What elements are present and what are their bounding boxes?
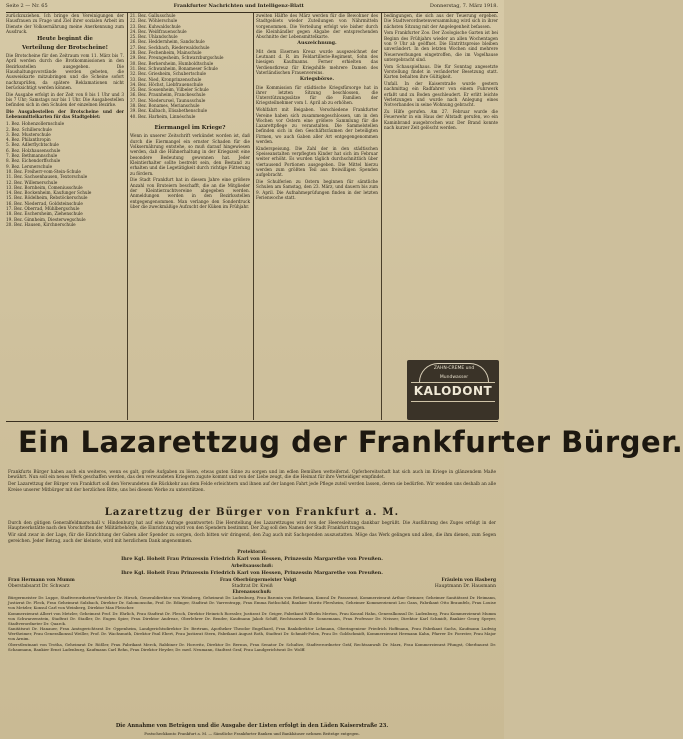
col3-headline-2: Kriegsbörse. (299, 76, 335, 83)
list-item: 10. Bez. Freiherr-vom-Stein-Schule (6, 168, 81, 174)
protectorate-label: Protektorat: (237, 550, 267, 555)
list-item: 35. Bez. Sossenheim, Vilbeler Schule (130, 87, 209, 93)
committee-row-1 (8, 578, 496, 583)
list-item: 26. Bez. Heddernheim, Sandschule (130, 39, 205, 45)
list-item: 24. Bez. Weißfrauenschule (130, 28, 187, 34)
list-item: 13. Bez. Bornheim, Comeniusschule (6, 184, 83, 190)
footer-notice: Die Annahme von Beträgen und die Ausgabe der Listen erfolgt in den Läden Kaiserstraße 23. (115, 723, 389, 729)
list-item: 9. Bez. Lersnerschule (6, 163, 53, 169)
list-item: 18. Bez. Eschersheim, Ziehenschule (6, 211, 83, 217)
appeal-para-2: Wir sind zwar in der Lage, für die Einrichtung der Gaben aller Spender zu sorgen, doch bitten wir dringend, den Zug auch mit Sachspenden auszustatten. Möge das Werk gelingen und allen, die ihm dienen, zum Segen gereichen. Jeder Betrag, auch der kleinste, wird mit herzlichem Dank angenommen. (8, 533, 496, 544)
page-header (6, 3, 498, 13)
list-item: 8. Bez. Eichendorffschule (6, 158, 61, 164)
list-item: 19. Bez. Ginnheim, Diesterwegschule (6, 216, 86, 222)
list-item: 14. Bez. Bockenheim, Kaufunger Schule (6, 190, 92, 196)
col1-district-list (6, 121, 124, 227)
column-divider (127, 13, 128, 420)
committee-member: Frau Oberbürgermeister Voigt (219, 578, 297, 583)
committee-member: Fräulein von Hasberg (441, 578, 496, 583)
col1-para-1: zurückzuziehen. Ich bringe den Vereinigungen der Hausfrauen zu Frage und Ziel ihrer sozialen Arbeit im Dienste der Volksernährung meine Anerkennung zum Ausdruck. (6, 13, 124, 34)
main-banner-headline: Ein Lazarettzug der Frankfurter Bürger. (18, 425, 683, 459)
list-item: 33. Bez. Nied, Kronprinzenschule (130, 76, 202, 82)
list-item: 28. Bez. Fechenheim, Mainschule (130, 50, 202, 56)
list-item: 17. Bez. Oberrad, Mühlbergschule (6, 206, 80, 211)
committee-label: Arbeitsausschuß: (231, 564, 273, 569)
list-item: 37. Bez. Niederursel, Taunusschule (130, 97, 206, 103)
col3-para-1: zweiten Hälfte des März werden für die Bewohner des Stadtgebiets wieder Zuteilungen von Nährmitteln vorgenommen. Die Verteilung erfolgt wie bisher durch die Kleinhändler gegen Abgabe der entsprechenden Abschnitte der Lebensmittelkarte. (256, 13, 378, 40)
list-item: 32. Bez. Griesheim, Schubertschule (130, 71, 207, 77)
committee-member: Oberstabsarzt Dr. Schwarz (8, 584, 70, 589)
list-item: 15. Bez. Rödelheim, Rebstöckerschule (6, 195, 88, 201)
col1-headline-1: Heute beginnt die (37, 36, 93, 43)
appeal-text (8, 521, 496, 546)
header-page-number: Seite 2 — Nr. 65 (6, 3, 48, 9)
list-item: 11. Bez. Sachsenhausen, Textorschule (6, 174, 88, 180)
column-2 (130, 13, 250, 420)
col3-para-3: Die Kommission für städtische Kriegsfürsorge hat in ihrer letzten Sitzung beschlossen, die Unterstützungssätze für die Familien der Kriegsteilnehmer vom 1. April ab zu erhöhen. (256, 84, 378, 106)
names-block: Kommerzienrat Albert von Metzler, Geheimrat Prof. Dr. Ehrlich, Frau Stadtrat Dr. Flesch, Direktor Heinrich Roessler, Justizrat Dr. Geiger, Fabrikant Wilhelm Merton, Frau Konsul Hahn, Generalkonsul Dr. Ladenburg, Frau Kommerzienrat Mumm von Schwarzenstein, Stadtrat Dr. Stadler, Dr. Eugen Spier, Frau Direktor Andreae, Oberlehrer Dr. Bender, Kaufmann Jakob Schiff, Rechtsanwalt Dr. Sonnemann, Frau Professor Dr. Neisser, Direktor Karl Schmidt, Bankier Georg Speyer, Stadtverordneter Dr. Quarck. (8, 610, 496, 626)
col3-headline-1: Auszeichnung. (297, 40, 337, 47)
list-item: 7. Bez. Bethmannschule (6, 153, 58, 159)
kalodont-advertisement (407, 360, 499, 420)
column-divider (381, 13, 382, 420)
list-item: 25. Bez. Uhlandschule (130, 34, 178, 40)
footer-small-print: Postscheckkonto Frankfurt a. M. — Sämtliche Frankfurter Banken und Bankhäuser nehmen Beiträge entgegen. (144, 731, 360, 736)
list-item: 27. Bez. Seckbach, Riederwaldschule (130, 44, 210, 50)
col3-para-4: Wohlfahrt mit Beigaben. Verschiedene Frankfurter Vereine haben sich zusammengeschlossen, um in den Wochen vor Ostern eine größere Sammlung für die Lazarettpflege zu veranstalten. Die Sammelstellen befinden sich in den Geschäftsräumen der beteiligten Firmen, wo auch Gaben aller Art entgegengenommen werden. (256, 107, 378, 145)
column-3 (256, 13, 378, 420)
col4-para-2: Vom Frankfurter Zoo. Der Zoologische Garten ist bei Beginn des Frühjahrs wieder an allen Wochentagen von 9 Uhr ab geöffnet. Die Eintrittspreise bleiben unverändert. In den letzten Wochen sind mehrere Neuerwerbungen eingetroffen, die im Vogelhause untergebracht sind. (384, 30, 498, 62)
header-paper-title: Frankfurter Nachrichten und Intelligenz-Blatt (173, 3, 304, 9)
col4-para-5: Zu Hilfe gerufen. Am 27. Februar wurde die Feuerwehr in ein Haus der Altstadt gerufen, wo ein Kaminbrand ausgebrochen war. Der Brand konnte nach kurzer Zeit gelöscht werden. (384, 109, 498, 130)
list-item: 22. Bez. Wöhlerschule (130, 18, 178, 24)
col2-headline: Eiermangel im Kriege? (154, 124, 226, 131)
col2-para-2: Die Stadt Frankfurt hat in diesem Jahre eine größere Anzahl von Bruteiern beschafft, die an die Mitglieder der Kleintierzuchtvereine abgegeben werden. Anmeldungen werden in den Bezirksstellen entgegengenommen. Man verlange den Sonderdruck über die zweckmäßige Aufzucht der Küken im Frühjahr. (130, 177, 250, 209)
list-item: 6. Bez. Holzhausenschule (6, 147, 61, 153)
list-item: 31. Bez. Schwanheim, Bonameser Schule (130, 65, 218, 71)
col1-headline-2: Verteilung der Brotscheine! (22, 44, 108, 51)
column-divider (253, 13, 254, 420)
list-item: 23. Bez. Kuhwaldschule (130, 23, 181, 29)
list-item: 34. Bez. Höchst, Liebfrauenschule (130, 81, 204, 87)
list-item: 36. Bez. Praunheim, Franckeschule (130, 92, 206, 98)
list-item: 40. Bez. Harheim, Linnéschule (130, 113, 196, 119)
col1-para-4: Die Ausgabestellen der Brotscheine und der Lebensmittelkarten für das Stadtgebiet: (6, 109, 124, 120)
column-4 (384, 13, 498, 357)
col3-para-2: Mit dem Eisernen Kreuz wurde ausgezeichnet der Leutnant d. R. im Feldartillerie-Regiment, Sohn des hiesigen Kaufmanns. Ferner erhielten das Verdienstkreuz für Kriegshilfe mehrere Damen des Vaterländischen Frauenvereins. (256, 48, 378, 75)
col1-para-2: Die Brotscheine für den Zeitraum vom 11. März bis 7. April werden durch die Brotkommissionen in den Bezirksstellen ausgegeben. Die Haushaltungsvorstände werden gebeten, die Ausweiskarte mitzubringen und die Scheine sofort nachzuprüfen, da spätere Reklamationen nicht berücksichtigt werden können. (6, 53, 124, 90)
header-date: Donnerstag, 7. März 1918. (429, 3, 498, 9)
list-item: 16. Bez. Niederrad, Goldsteinschule (6, 200, 83, 206)
names-block: Bürgermeister Dr. Luppe, Stadtverordneten-Vorsteher Dr. Hirsch, Generaldirektor von Weinberg, Geheimrat Dr. Ladenburg, Frau Baronin von Bethmann, Konsul Dr. Passavant, Kommerzienrat Arthur Gwinner, Geheimer Sanitätsrat Dr. Heimann, Justizrat Dr. Fleck, Frau Geheimrat Sulzbach, Direktor Dr. Salomonsohn, Prof. Dr. Edinger, Stadtrat Dr. Varrentrapp, Frau Emma Rothschild, Bankier Moritz Flersheim, Geheimer Kommerzienrat Leo Gans, Fabrikant Otto Braunfels, Frau Louise von Metzler, Konsul Carl von Weinberg, Direktor Max Fleischer. (8, 595, 496, 610)
ad-arc-text: ZAHN-CREME und Mundwasser (419, 363, 489, 382)
list-item: 38. Bez. Bonames, Merianschule (130, 103, 200, 109)
honor-committee-names (8, 596, 496, 722)
committee-line: Ihre Kgl. Hoheit Frau Prinzessin Friedrich Karl von Hessen, Prinzessin Margarethe von Preußen. (121, 570, 383, 576)
list-item: 2. Bez. Schillerschule (6, 126, 52, 132)
col4-para-4: Unfall. In der Kaiserstraße wurde gestern nachmittag ein Radfahrer von einem Fuhrwerk erfaßt und zu Boden geschleudert. Er erlitt leichte Verletzungen und wurde nach Anlegung eines Notverbandes in seine Wohnung gebracht. (384, 81, 498, 108)
col3-para-6: Die Schulferien zu Ostern beginnen für sämtliche Schulen am Samstag, den 23. März, und dauern bis zum 9. April. Die Aufnahmeprüfungen finden in der letzten Ferienwoche statt. (256, 179, 378, 200)
list-item: 1. Bez. Hohenzollernschule (6, 121, 65, 127)
protectorate-names: Ihre Kgl. Hoheit Frau Prinzessin Friedrich Karl von Hessen, Prinzessin Margarethe von Preußen. (121, 556, 383, 562)
intro-para-2: Der Lazarettzug der Bürger von Frankfurt soll den Verwundeten die Rückkehr aus dem Felde erleichtern und ihnen auf der langen Fahrt jede Pflege zuteil werden lassen, deren sie bedürfen. Wir wenden uns deshalb an alle Kreise unserer Mitbürger mit der herzlichen Bitte, uns bei diesem Werke zu unterstützen. (8, 482, 496, 493)
committee-row-2 (8, 584, 496, 589)
list-item: 39. Bez. Kalbach, Elisabethenschule (130, 108, 208, 114)
col2-district-list (130, 13, 250, 119)
list-item: 4. Bez. Philanthropin (6, 137, 51, 143)
committee-member: Stadtrat Dr. Kreiß (231, 584, 273, 589)
list-item: 3. Bez. Musterschule (6, 131, 51, 137)
list-item: 5. Bez. Adlerflychtschule (6, 142, 59, 148)
committee-member: Frau Hermann von Mumm (8, 578, 75, 583)
list-item: 12. Bez. Willemerschule (6, 179, 58, 185)
col4-para-3: Vom Schauspielhaus. Die für Sonntag angesetzte Vorstellung findet in veränderter Besetzung statt. Karten behalten ihre Gültigkeit. (384, 63, 498, 80)
list-item: 21. Bez. Gallusschule (130, 13, 176, 18)
list-item: 30. Bez. Berkersheim, Humboldtschule (130, 60, 214, 66)
col2-para-1: Wenn in unserer Zeitschrift verkündet worden ist, daß durch die Eiermangel ein ernster Schaden für die Volksernährung entstehe, so muß darauf hingewiesen werden, daß die Hühnerhaltung in der Kriegszeit eine besondere Bedeutung gewonnen hat. Jeder Kleintierhalter sollte bestrebt sein, den Bestand zu erhalten und die Legetätigkeit durch richtige Fütterung zu fördern. (130, 133, 250, 176)
intro-para-1: Frankfurts Bürger haben auch ein weiteres, wenn es galt, große Aufgaben zu lösen, etwas guten Sinne zu sorgen und im edlen Bemühen wetteifernd. Opferbereitschaft hat sich auch im Kriege in glänzendem Maße bewährt. Nun soll ein neues Werk geschaffen werden, das den verwundeten Kriegern zugute kommt und von der Liebe zeugt, die die Heimat für ihre Verteidiger empfindet. (8, 470, 496, 481)
column-1 (6, 13, 124, 420)
honor-committee-label: Ehrenausschuß: (232, 590, 272, 595)
col4-para-1: bedingungen, die sich aus der Teuerung ergeben. Die Stadtverordnetenversammlung wird sich in ihrer nächsten Sitzung mit der Angelegenheit befassen. (384, 13, 498, 29)
names-block: Oberstleutnant von Trotha, Geheimrat Dr. Rößler, Frau Fabrikant Merck, Rabbiner Dr. Horovitz, Direktor Dr. Bernus, Frau Senator Dr. Schultze, Stadtverordneter Gräf, Rechtsanwalt Dr. Marx, Frau Kommerzienrat Pfungst, Oberbaurat Dr. Schaumann, Bankier Ernst Ladenburg, Kaufmann Carl Rehn, Frau Direktor Heyder, Dr. med. Neumann, Stadtrat Graf, Frau Landgerichtsrat Dr. Wolff. (8, 642, 496, 653)
col3-para-5: Kinderspeisung. Die Zahl der in den städtischen Speiseanstalten verpflegten Kinder hat sich im Februar weiter erhöht. Es wurden täglich durchschnittlich über viertausend Portionen ausgegeben. Die Mittel hierzu werden zum größten Teil aus freiwilligen Spenden aufgebracht. (256, 145, 378, 178)
names-block: Sanitätsrat Dr. Hanauer, Frau Amtsgerichtsrat Dr. Oppenheim, Landgerichtsdirektor Dr. Bertram, Apotheker Theodor Engelhard, Frau Bankdirektor Lehmann, Oberingenieur Friedrich Hoffmann, Frau Fabrikant Sachs, Kaufmann Ludwig Wertheimer, Frau Generalkonsul Weiller, Prof. Dr. Wachsmuth, Direktor Paul Ebert, Frau Justizrat Stern, Fabrikant August Roth, Stadtrat Dr. Schmidt-Polex, Frau Dr. Goldschmidt, Kommerzienrat Hermann Kahn, Pfarrer Dr. Foerster, Frau Major von Arnim. (8, 626, 496, 642)
intro-text (8, 470, 496, 495)
list-item: 29. Bez. Preungesheim, Schwarzburgschule (130, 55, 224, 61)
col1-para-3: Die Ausgabe erfolgt in der Zeit von 8 bis 1 Uhr und 3 bis 7 Uhr; Samstags nur bis 1 Uhr. Die Ausgabestellen befinden sich in den Schulen der einzelnen Bezirke. (6, 91, 124, 108)
list-item: 20. Bez. Hausen, Kirchnerschule (6, 221, 76, 227)
sub-headline: Lazarettzug der Bürger von Frankfurt a. M. (104, 507, 400, 518)
ad-brand-name: KALODONT (413, 384, 493, 398)
appeal-para-1: Durch den gütigen Generalfeldmarschall v. Hindenburg hat auf eine Anfrage geantwortet: Die Herstellung des Lazarettzuges wird von der Heeresleitung dankbar begrüßt. Die Ausführung des Zuges erfolgt in der Hauptwerkstätte nach den Vorschriften der Militärbehörde, die Einrichtung wird von den Spendern bestimmt. Der Zug soll den Namen der Stadt Frankfurt tragen. (8, 521, 496, 532)
section-rule (6, 421, 498, 422)
committee-member: Hauptmann Dr. Hausmann (434, 584, 496, 589)
